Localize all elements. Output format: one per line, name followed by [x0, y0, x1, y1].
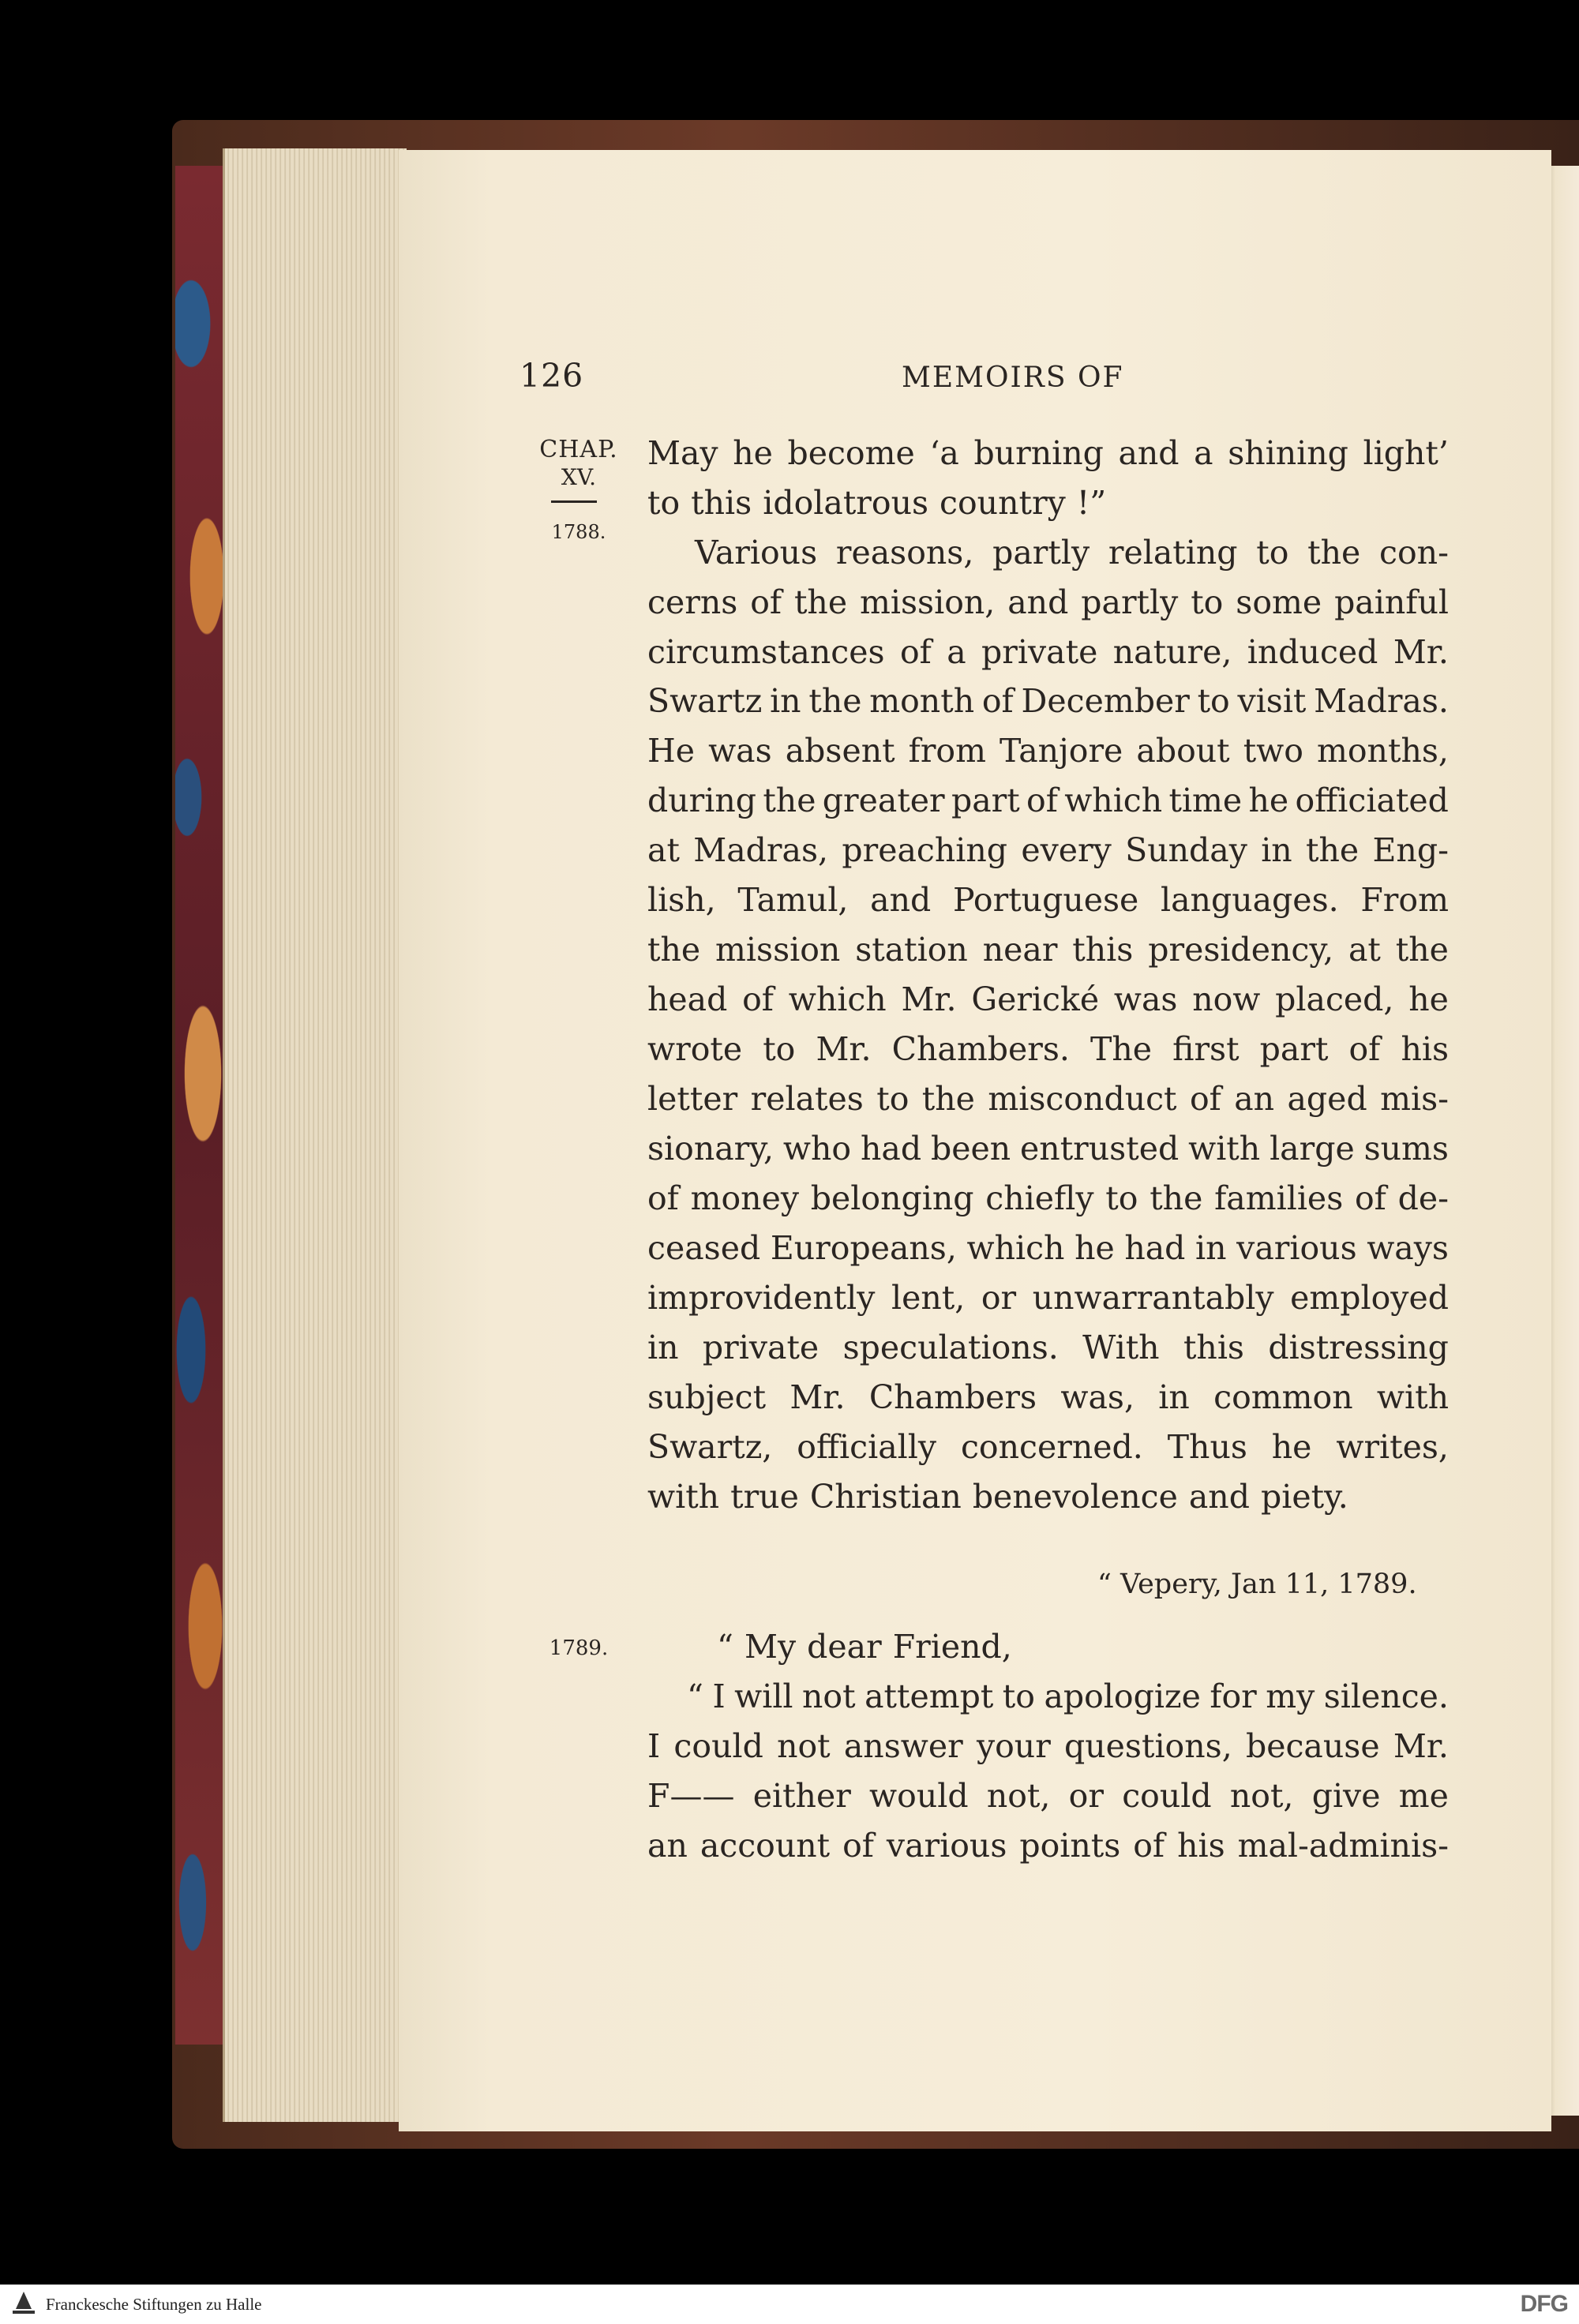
margin-year-1788: 1788.: [551, 521, 606, 543]
letter-line: F—— either would not, or could not, give me: [647, 1777, 1449, 1815]
body-line: letter relates to the misconduct of an aged mis-: [647, 1080, 1449, 1118]
running-head: MEMOIRS OF: [902, 362, 1124, 394]
body-line: with true Christian benevolence and piety.: [647, 1478, 1348, 1516]
dfg-logo: DFG: [1520, 2291, 1568, 2317]
body-line: at Madras, preaching every Sunday in the Eng-: [647, 831, 1449, 869]
body-line: sionary, who had been entrusted with large sums: [647, 1130, 1449, 1168]
body-line: the mission station near this presidency, at the: [647, 931, 1449, 969]
margin-year-1789: 1789.: [549, 1636, 609, 1660]
body-line: Swartz, officially concerned. Thus he writes,: [647, 1428, 1449, 1466]
body-line: lish, Tamul, and Portuguese languages. From: [647, 881, 1449, 919]
body-line: subject Mr. Chambers was, in common with: [647, 1378, 1449, 1416]
page-block-edges: [223, 148, 407, 2122]
marbled-edge: [175, 166, 223, 2045]
francke-logo-icon: [8, 2288, 39, 2320]
letter-line: I could not answer your questions, because Mr.: [647, 1727, 1449, 1765]
body-line: in private speculations. With this distressing: [647, 1329, 1449, 1366]
body-line: of money belonging chiefly to the families of de-: [647, 1179, 1449, 1217]
margin-chapter-label: CHAP.: [539, 436, 618, 463]
letter-line: an account of various points of his mal-adminis-: [647, 1827, 1449, 1865]
margin-rule: [551, 500, 597, 503]
body-line: during the greater part of which time he officiated: [647, 782, 1449, 819]
body-line: to this idolatrous country !”: [647, 484, 1107, 522]
margin-chapter-number: XV.: [561, 464, 597, 490]
footer-bar: [0, 2285, 1579, 2324]
letter-salutation: “ My dear Friend,: [717, 1628, 1012, 1666]
body-line: head of which Mr. Gerické was now placed, he: [647, 980, 1449, 1018]
body-line: circumstances of a private nature, induced Mr.: [647, 633, 1449, 671]
body-line: May he become ‘a burning and a shining light’: [647, 434, 1449, 472]
letter-line: “ I will not attempt to apologize for my silence.: [687, 1677, 1449, 1715]
body-line: Swartz in the month of December to visit Madras.: [647, 682, 1449, 720]
body-line: cerns of the mission, and partly to some painful: [647, 583, 1449, 621]
footer-institution: Franckesche Stiftungen zu Halle: [46, 2294, 262, 2314]
body-line: He was absent from Tanjore about two months,: [647, 732, 1449, 770]
body-line: wrote to Mr. Chambers. The first part of his: [647, 1030, 1449, 1068]
letter-dateline: “ Vepery, Jan 11, 1789.: [1097, 1569, 1417, 1600]
body-line: improvidently lent, or unwarrantably employed: [647, 1279, 1449, 1317]
body-line: ceased Europeans, which he had in various ways: [647, 1229, 1449, 1267]
body-line: Various reasons, partly relating to the con-: [695, 534, 1449, 572]
page-number: 126: [519, 357, 584, 395]
